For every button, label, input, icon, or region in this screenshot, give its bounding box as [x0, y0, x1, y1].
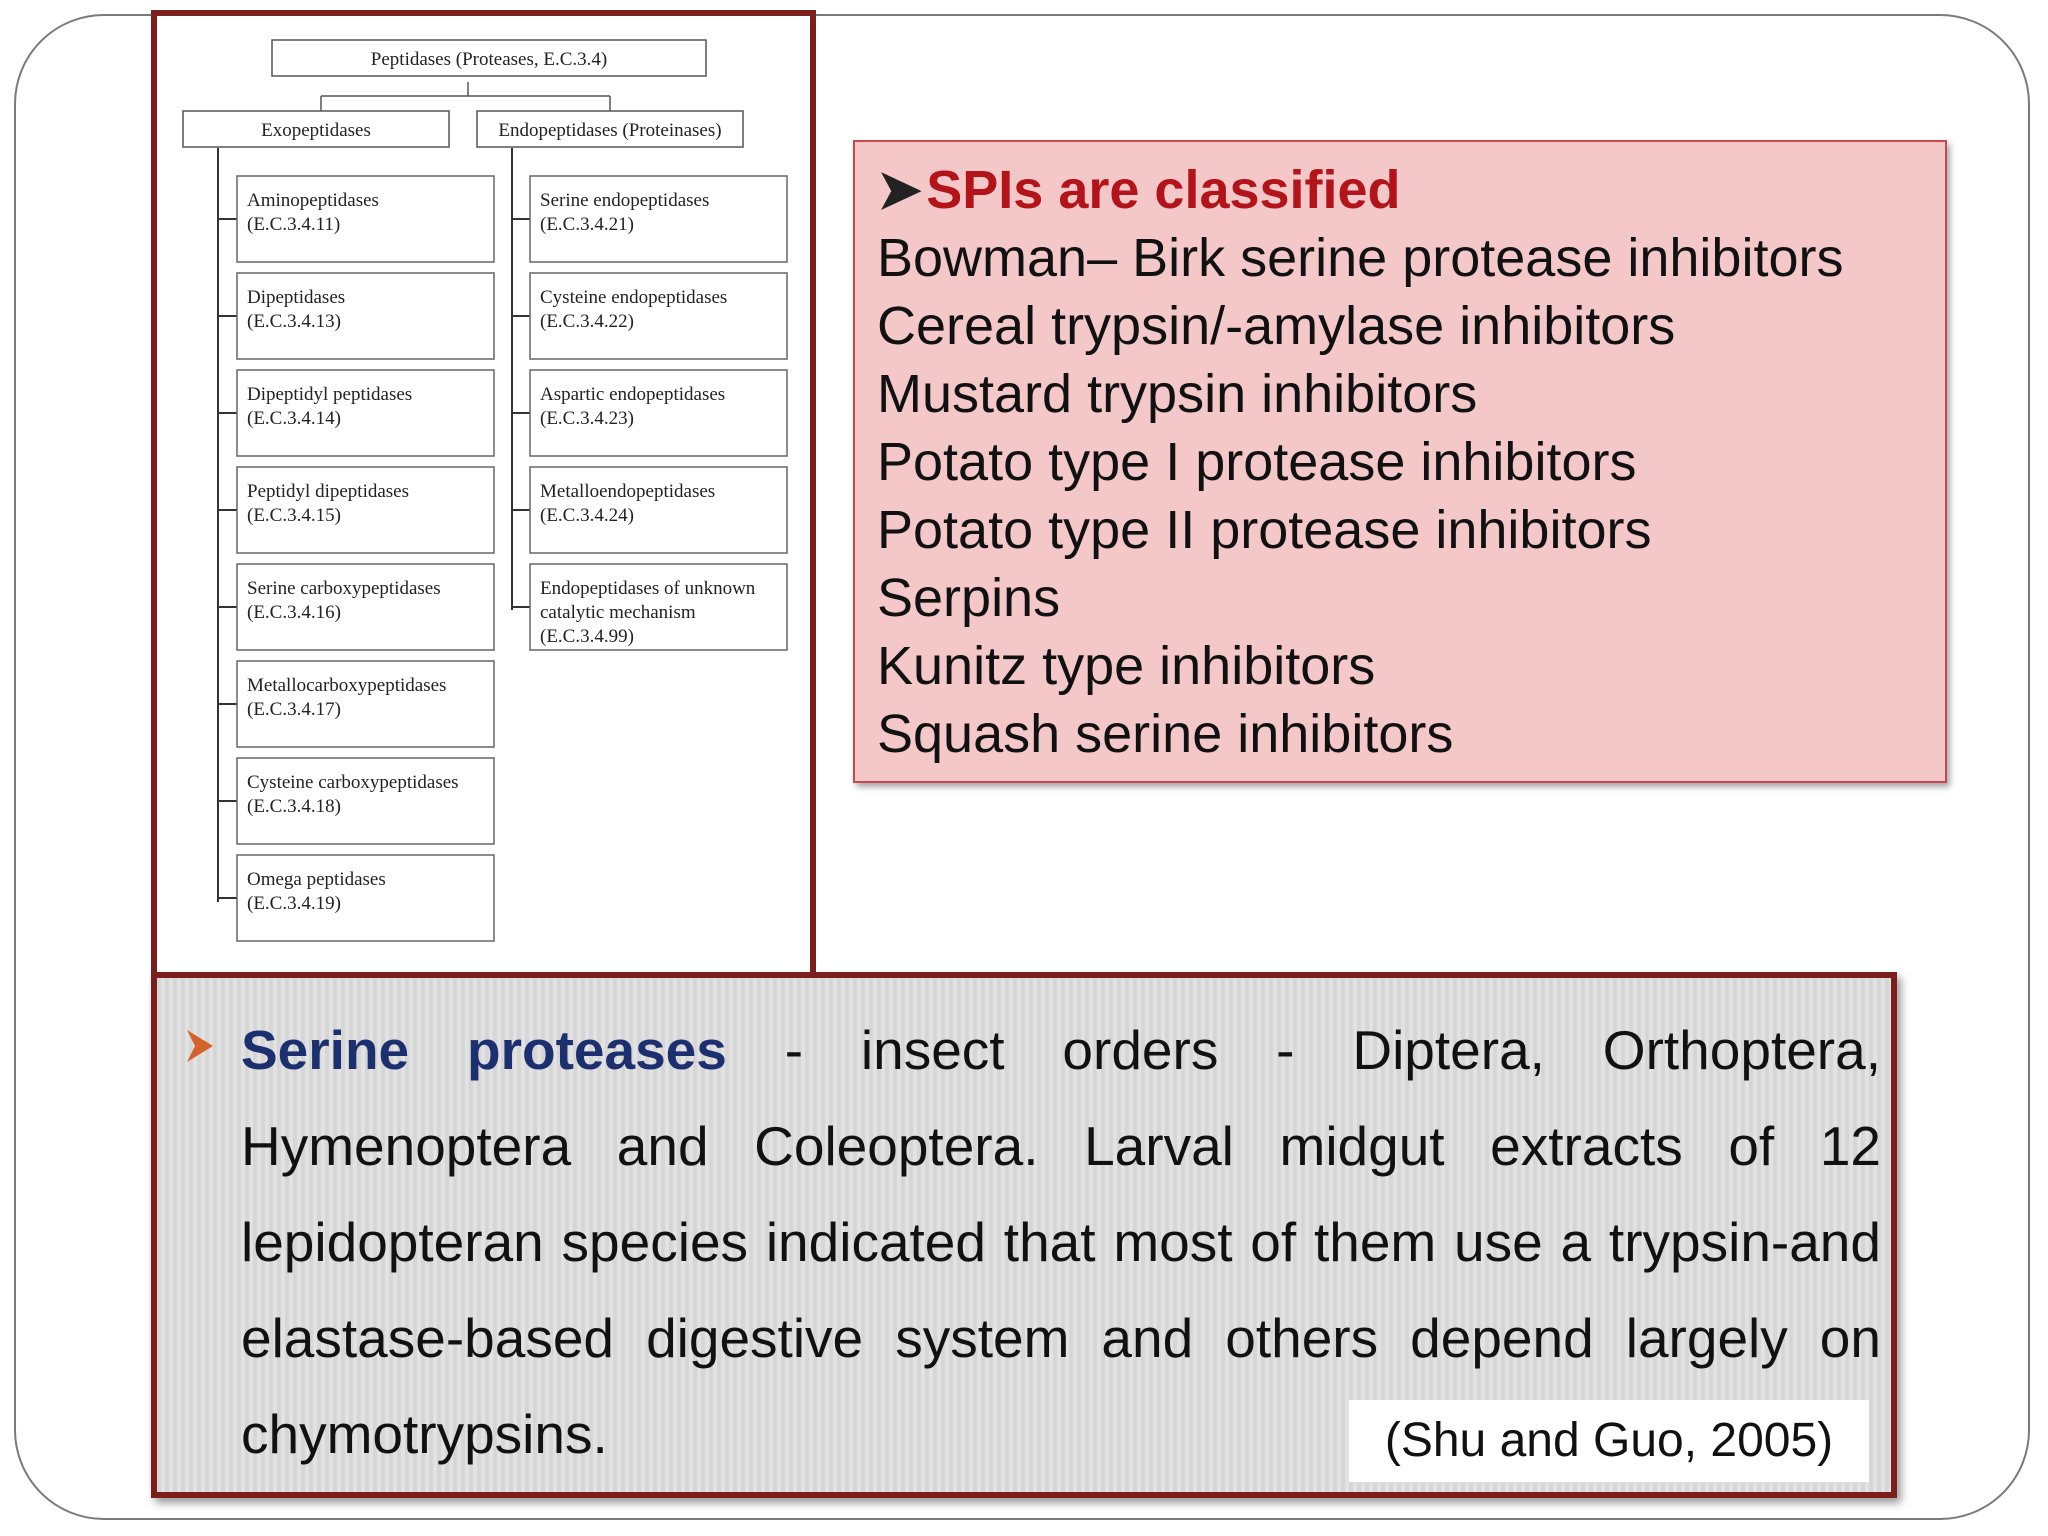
endo-item — [530, 467, 787, 553]
exo-item — [237, 273, 494, 359]
citation: (Shu and Guo, 2005) — [1349, 1400, 1869, 1482]
svg-text:Cysteine endopeptidases: Cysteine endopeptidases — [540, 287, 728, 308]
serine-proteases-term: Serine proteases — [241, 1019, 727, 1081]
spi-heading-text: SPIs are classified — [926, 160, 1401, 220]
svg-text:(E.C.3.4.24): (E.C.3.4.24) — [540, 505, 634, 526]
peptidase-tree-diagram — [157, 16, 810, 979]
svg-text:Peptidyl dipeptidases: Peptidyl dipeptidases — [247, 481, 410, 502]
svg-text:(E.C.3.4.22): (E.C.3.4.22) — [540, 311, 634, 332]
svg-text:(E.C.3.4.16): (E.C.3.4.16) — [247, 602, 341, 623]
svg-text:Cysteine carboxypeptidases: Cysteine carboxypeptidases — [247, 772, 459, 793]
endo-item — [530, 370, 787, 456]
exo-item — [237, 564, 494, 650]
arrow-bullet-icon: ➤ — [877, 160, 923, 220]
svg-text:Endopeptidases of unknown: Endopeptidases of unknown — [540, 578, 756, 599]
svg-text:Aspartic endopeptidases: Aspartic endopeptidases — [540, 384, 726, 405]
svg-text:Serine endopeptidases: Serine endopeptidases — [540, 190, 710, 211]
spi-list-item: Mustard trypsin inhibitors — [877, 364, 1478, 424]
svg-text:(E.C.3.4.23): (E.C.3.4.23) — [540, 408, 634, 429]
svg-text:(E.C.3.4.15): (E.C.3.4.15) — [247, 505, 341, 526]
spi-list-item: Bowman– Birk serine protease inhibitors — [877, 228, 1844, 288]
svg-text:Aminopeptidases: Aminopeptidases — [247, 190, 379, 211]
spi-list — [877, 224, 1925, 768]
spi-list-item: Potato type II protease inhibitors — [877, 500, 1652, 560]
svg-text:Metallocarboxypeptidases: Metallocarboxypeptidases — [247, 675, 447, 696]
arrow-bullet-icon — [185, 1026, 215, 1066]
endo-item — [530, 564, 787, 650]
exo-item — [237, 467, 494, 553]
svg-text:catalytic mechanism: catalytic mechanism — [540, 602, 696, 623]
serine-protease-text-box — [151, 972, 1897, 1498]
spi-classification-box — [853, 140, 1947, 783]
svg-text:(E.C.3.4.21): (E.C.3.4.21) — [540, 214, 634, 235]
exo-item — [237, 661, 494, 747]
spi-list-item: Squash serine inhibitors — [877, 704, 1454, 764]
peptidase-diagram-panel — [151, 10, 816, 985]
svg-text:Serine carboxypeptidases: Serine carboxypeptidases — [247, 578, 441, 599]
svg-text:Metalloendopeptidases: Metalloendopeptidases — [540, 481, 716, 502]
svg-text:(E.C.3.4.11): (E.C.3.4.11) — [247, 214, 341, 235]
spi-list-item: Potato type I protease inhibitors — [877, 432, 1637, 492]
spi-list-item: Serpins — [877, 568, 1061, 628]
svg-text:(E.C.3.4.14): (E.C.3.4.14) — [247, 408, 341, 429]
svg-text:(E.C.3.4.17): (E.C.3.4.17) — [247, 699, 341, 720]
paragraph-body: - insect orders - Diptera, Orthoptera, Hymenoptera and Coleoptera. Larval midgut extracts of 12 lepidopteran species indicated that most of them use a trypsin-and elastase-based digestive system and others depend largely on chymotrypsins. — [241, 1019, 1881, 1465]
exo-item — [237, 758, 494, 844]
svg-text:(E.C.3.4.99): (E.C.3.4.99) — [540, 626, 634, 647]
exo-item — [237, 176, 494, 262]
svg-text:Dipeptidyl peptidases: Dipeptidyl peptidases — [247, 384, 413, 405]
spi-list-item: Kunitz type inhibitors — [877, 636, 1376, 696]
root-node-label: Peptidases (Proteases, E.C.3.4) — [370, 49, 608, 70]
svg-text:(E.C.3.4.13): (E.C.3.4.13) — [247, 311, 341, 332]
svg-text:(E.C.3.4.19): (E.C.3.4.19) — [247, 893, 341, 914]
exo-item — [237, 855, 494, 941]
spi-list-item: Cereal trypsin/-amylase inhibitors — [877, 296, 1676, 356]
endo-item — [530, 273, 787, 359]
endo-item — [530, 176, 787, 262]
endopeptidases-label: Endopeptidases (Proteinases) — [498, 120, 722, 141]
exo-item — [237, 370, 494, 456]
exopeptidases-label: Exopeptidases — [261, 120, 371, 141]
svg-text:Omega peptidases: Omega peptidases — [247, 869, 386, 890]
svg-text:Dipeptidases: Dipeptidases — [247, 287, 346, 308]
spi-heading — [877, 156, 1925, 224]
svg-text:(E.C.3.4.18): (E.C.3.4.18) — [247, 796, 341, 817]
